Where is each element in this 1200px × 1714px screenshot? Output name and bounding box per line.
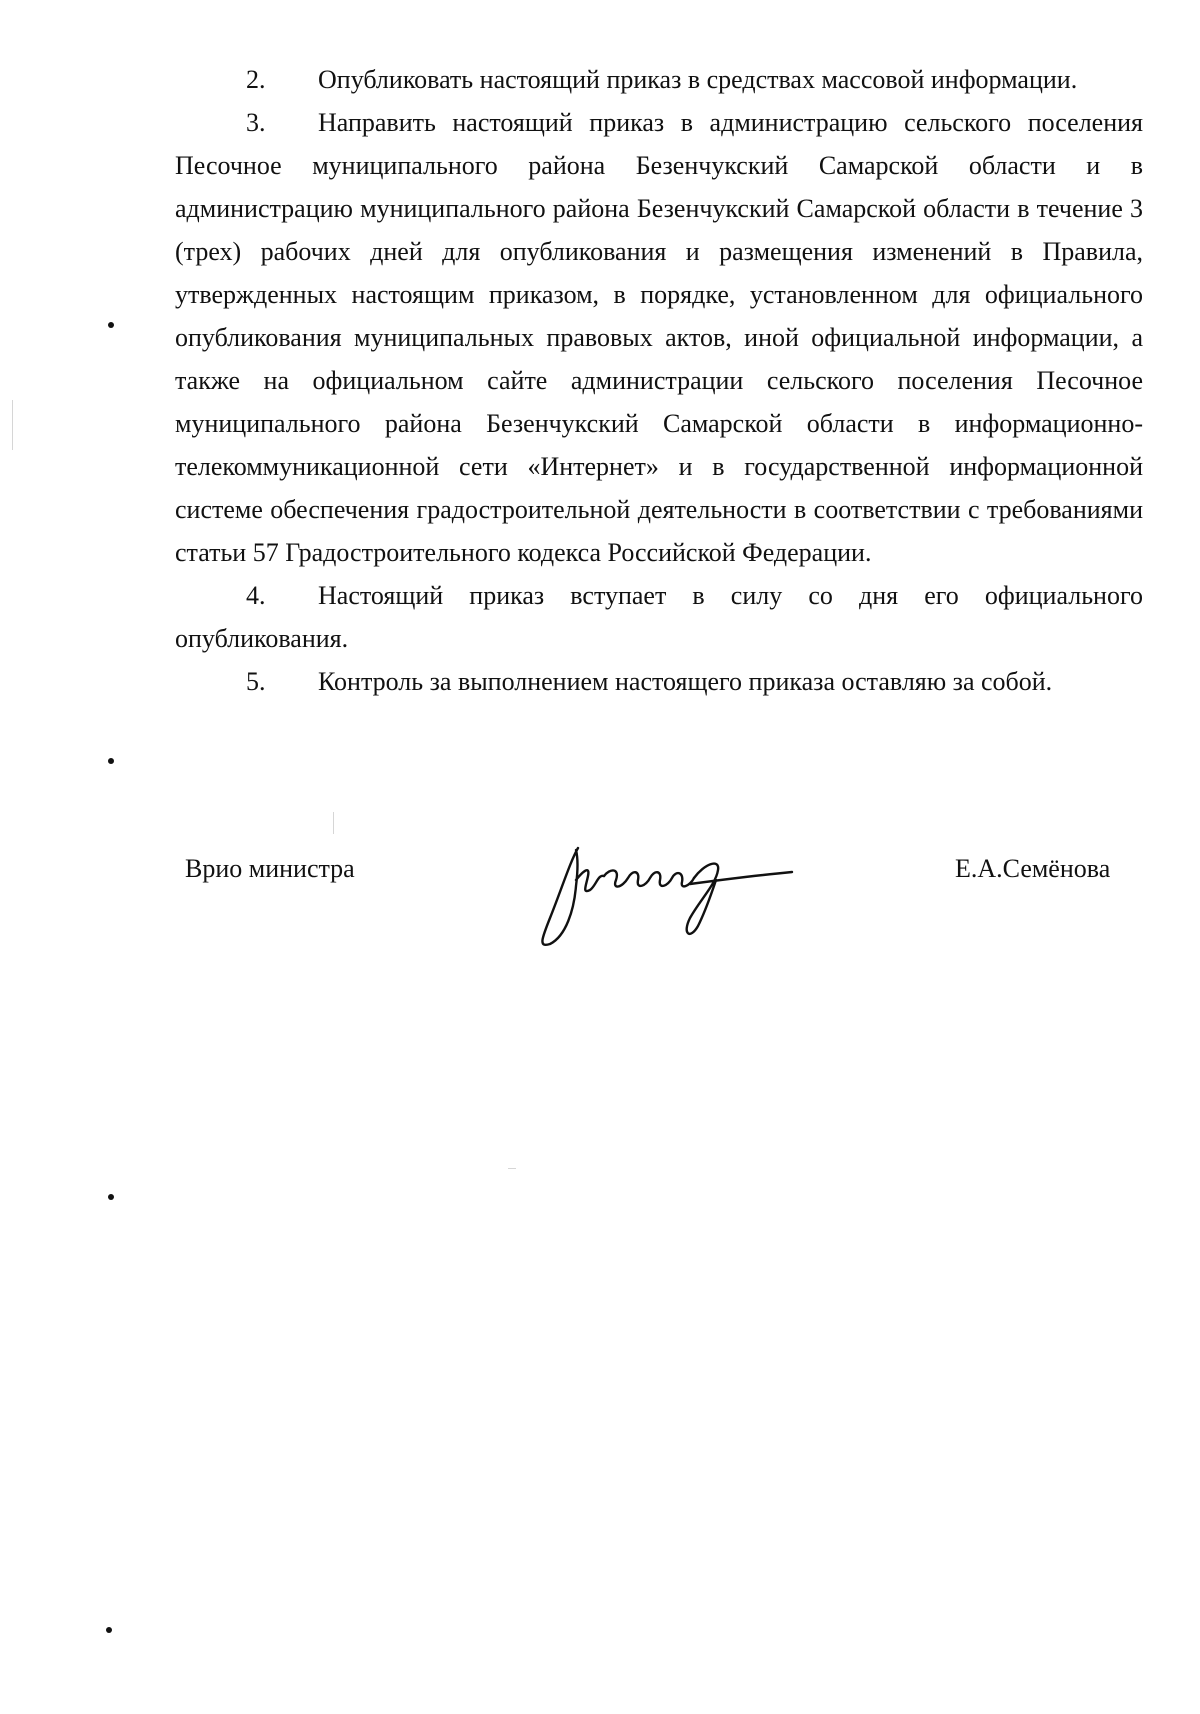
signatory-position: Врио министра xyxy=(185,854,355,883)
scan-speck xyxy=(333,812,334,834)
scan-speck xyxy=(12,400,13,450)
item-number: 2. xyxy=(246,65,266,94)
item-text: Настоящий приказ вступает в силу со дня его официального опубликования. xyxy=(175,581,1143,653)
item-text: Опубликовать настоящий приказ в средствах массовой информации. xyxy=(318,65,1078,94)
scan-speck xyxy=(508,1168,516,1169)
scan-mark xyxy=(108,758,114,764)
item-text: Направить настоящий приказ в администрацию сельского поселения Песочное муниципального района Безенчукский Самарской области и в администрацию муниципального района Безенчукский Самарской области в течение 3 (трех) рабочих дней для опубликования и размещения изменений в Правила, утвержденных настоящим приказом, в порядке, установленном для официального опубликования муниципальных правовых актов, иной официальной информации, а также на официальном сайте администрации сельского поселения Песочное муниципального района Безенчукский Самарской области в информационно-телекоммуникационной сети «Интернет» и в государственной информационной системе обеспечения градостроительной деятельности в соответствии с требованиями статьи 57 Градостроительного кодекса Российской Федерации. xyxy=(175,108,1143,567)
order-item-5 xyxy=(175,660,1143,703)
item-text: Контроль за выполнением настоящего приказа оставляю за собой. xyxy=(318,667,1053,696)
handwritten-signature xyxy=(540,840,800,952)
item-number: 4. xyxy=(246,581,266,610)
order-item-4 xyxy=(175,574,1143,660)
scan-mark xyxy=(108,1194,114,1200)
signature-block xyxy=(0,840,1200,960)
scan-mark xyxy=(106,1627,112,1633)
order-body xyxy=(175,58,1143,703)
item-number: 3. xyxy=(246,108,266,137)
order-item-3 xyxy=(175,101,1143,574)
signatory-name: Е.А.Семёнова xyxy=(955,854,1111,883)
item-number: 5. xyxy=(246,667,266,696)
scan-mark xyxy=(108,322,114,328)
order-item-2 xyxy=(175,58,1143,101)
